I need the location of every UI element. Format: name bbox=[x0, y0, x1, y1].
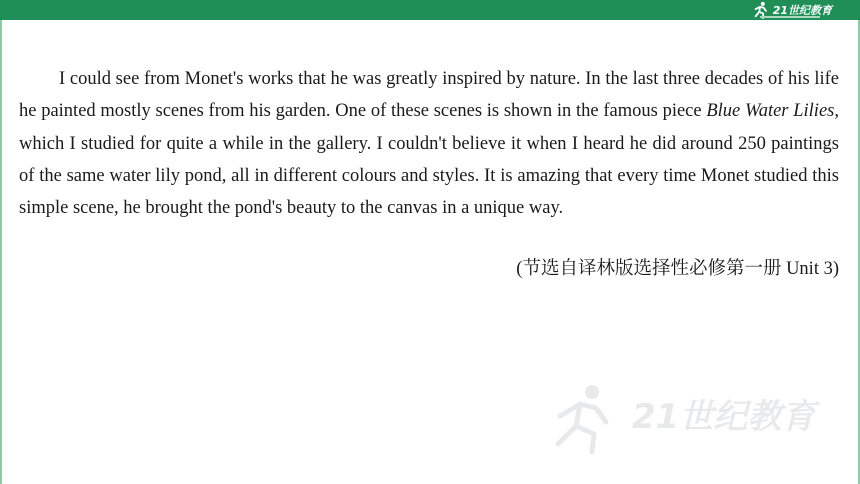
left-border bbox=[0, 20, 2, 484]
source-citation: (节选自译林版选择性必修第一册 Unit 3) bbox=[516, 259, 839, 279]
passage-intro: I could see from Monet's works that he was greatly inspired by nature. In the last three decades of his life he painted mostly scenes from his garden. One of these scenes is shown in the famous piece bbox=[19, 69, 839, 122]
header-bar bbox=[0, 0, 860, 20]
watermark-logo bbox=[540, 378, 840, 458]
passage-paragraph bbox=[19, 63, 839, 224]
logo-text: 21世纪教育 bbox=[772, 3, 832, 17]
passage-rest: which I studied for quite a while in the gallery. I couldn't believe it when I heard he did around 250 paintings of the same water lily pond, all in different colours and styles. It is amazing that every time Monet studied this simple scene, he brought the pond's beauty to the canvas in a unique way. bbox=[19, 133, 839, 219]
watermark-runner-icon bbox=[558, 385, 606, 452]
logo-underline bbox=[760, 16, 820, 18]
watermark-text: 21世纪教育 bbox=[632, 397, 816, 437]
artwork-title: Blue Water Lilies, bbox=[706, 101, 839, 122]
